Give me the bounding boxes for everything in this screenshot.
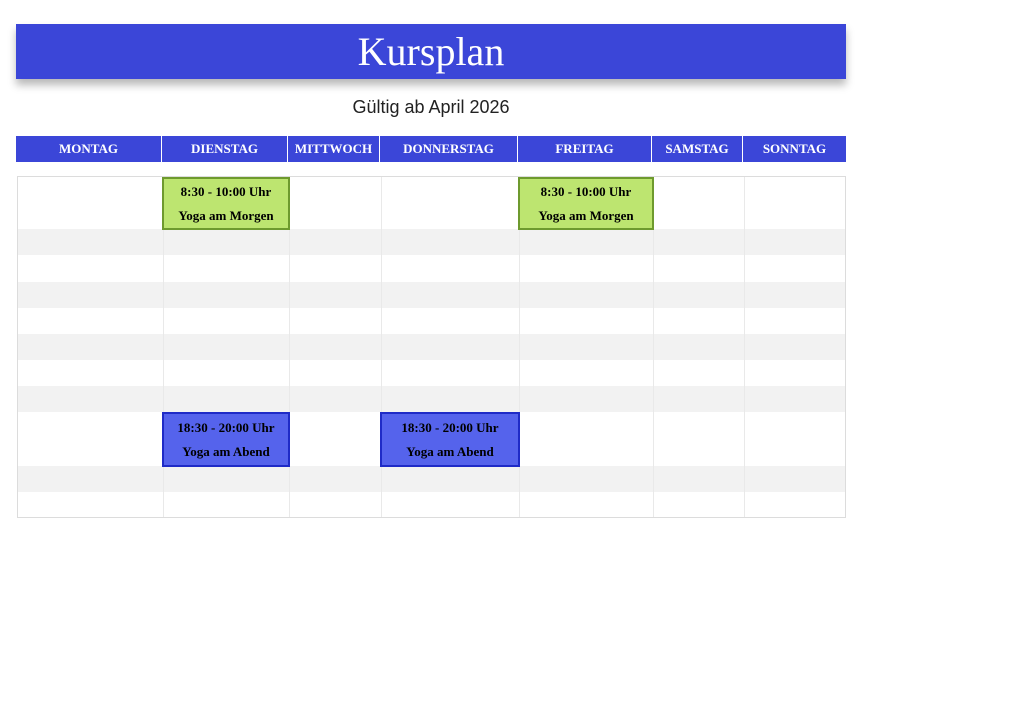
validity-subtitle: Gültig ab April 2026	[352, 97, 510, 117]
day-header-montag: MONTAG	[16, 136, 162, 162]
event-title: Yoga am Abend	[182, 443, 270, 459]
weekday-header	[16, 136, 846, 162]
day-header-freitag: FREITAG	[518, 136, 652, 162]
grid-row-band	[18, 466, 845, 492]
day-header-sonntag: SONNTAG	[762, 141, 827, 156]
event-title: Yoga am Morgen	[178, 207, 274, 223]
day-header-samstag: SAMSTAG	[652, 136, 743, 162]
event-block-dienstag-morning[interactable]	[162, 177, 290, 230]
event-time: 18:30 - 20:00 Uhr	[177, 419, 275, 435]
grid-row-band	[18, 282, 845, 308]
grid-row-band	[18, 334, 845, 360]
event-block-dienstag-evening[interactable]	[162, 412, 290, 467]
grid-row-band	[18, 229, 845, 255]
event-time: 18:30 - 20:00 Uhr	[401, 419, 499, 435]
day-header-donnerstag: DONNERSTAG	[380, 136, 518, 162]
column-divider	[744, 177, 745, 517]
grid-row-band	[18, 386, 845, 412]
page-title: Kursplan	[357, 28, 505, 74]
event-block-freitag-morning[interactable]	[518, 177, 654, 230]
title-banner	[16, 24, 846, 79]
event-block-donnerstag-evening[interactable]	[380, 412, 520, 467]
event-title: Yoga am Morgen	[538, 207, 634, 223]
event-time: 8:30 - 10:00 Uhr	[180, 183, 272, 199]
event-time: 8:30 - 10:00 Uhr	[540, 183, 632, 199]
day-header-mittwoch: MITTWOCH	[288, 136, 380, 162]
schedule-grid	[17, 176, 846, 518]
event-title: Yoga am Abend	[406, 443, 494, 459]
day-header-dienstag: DIENSTAG	[162, 136, 288, 162]
